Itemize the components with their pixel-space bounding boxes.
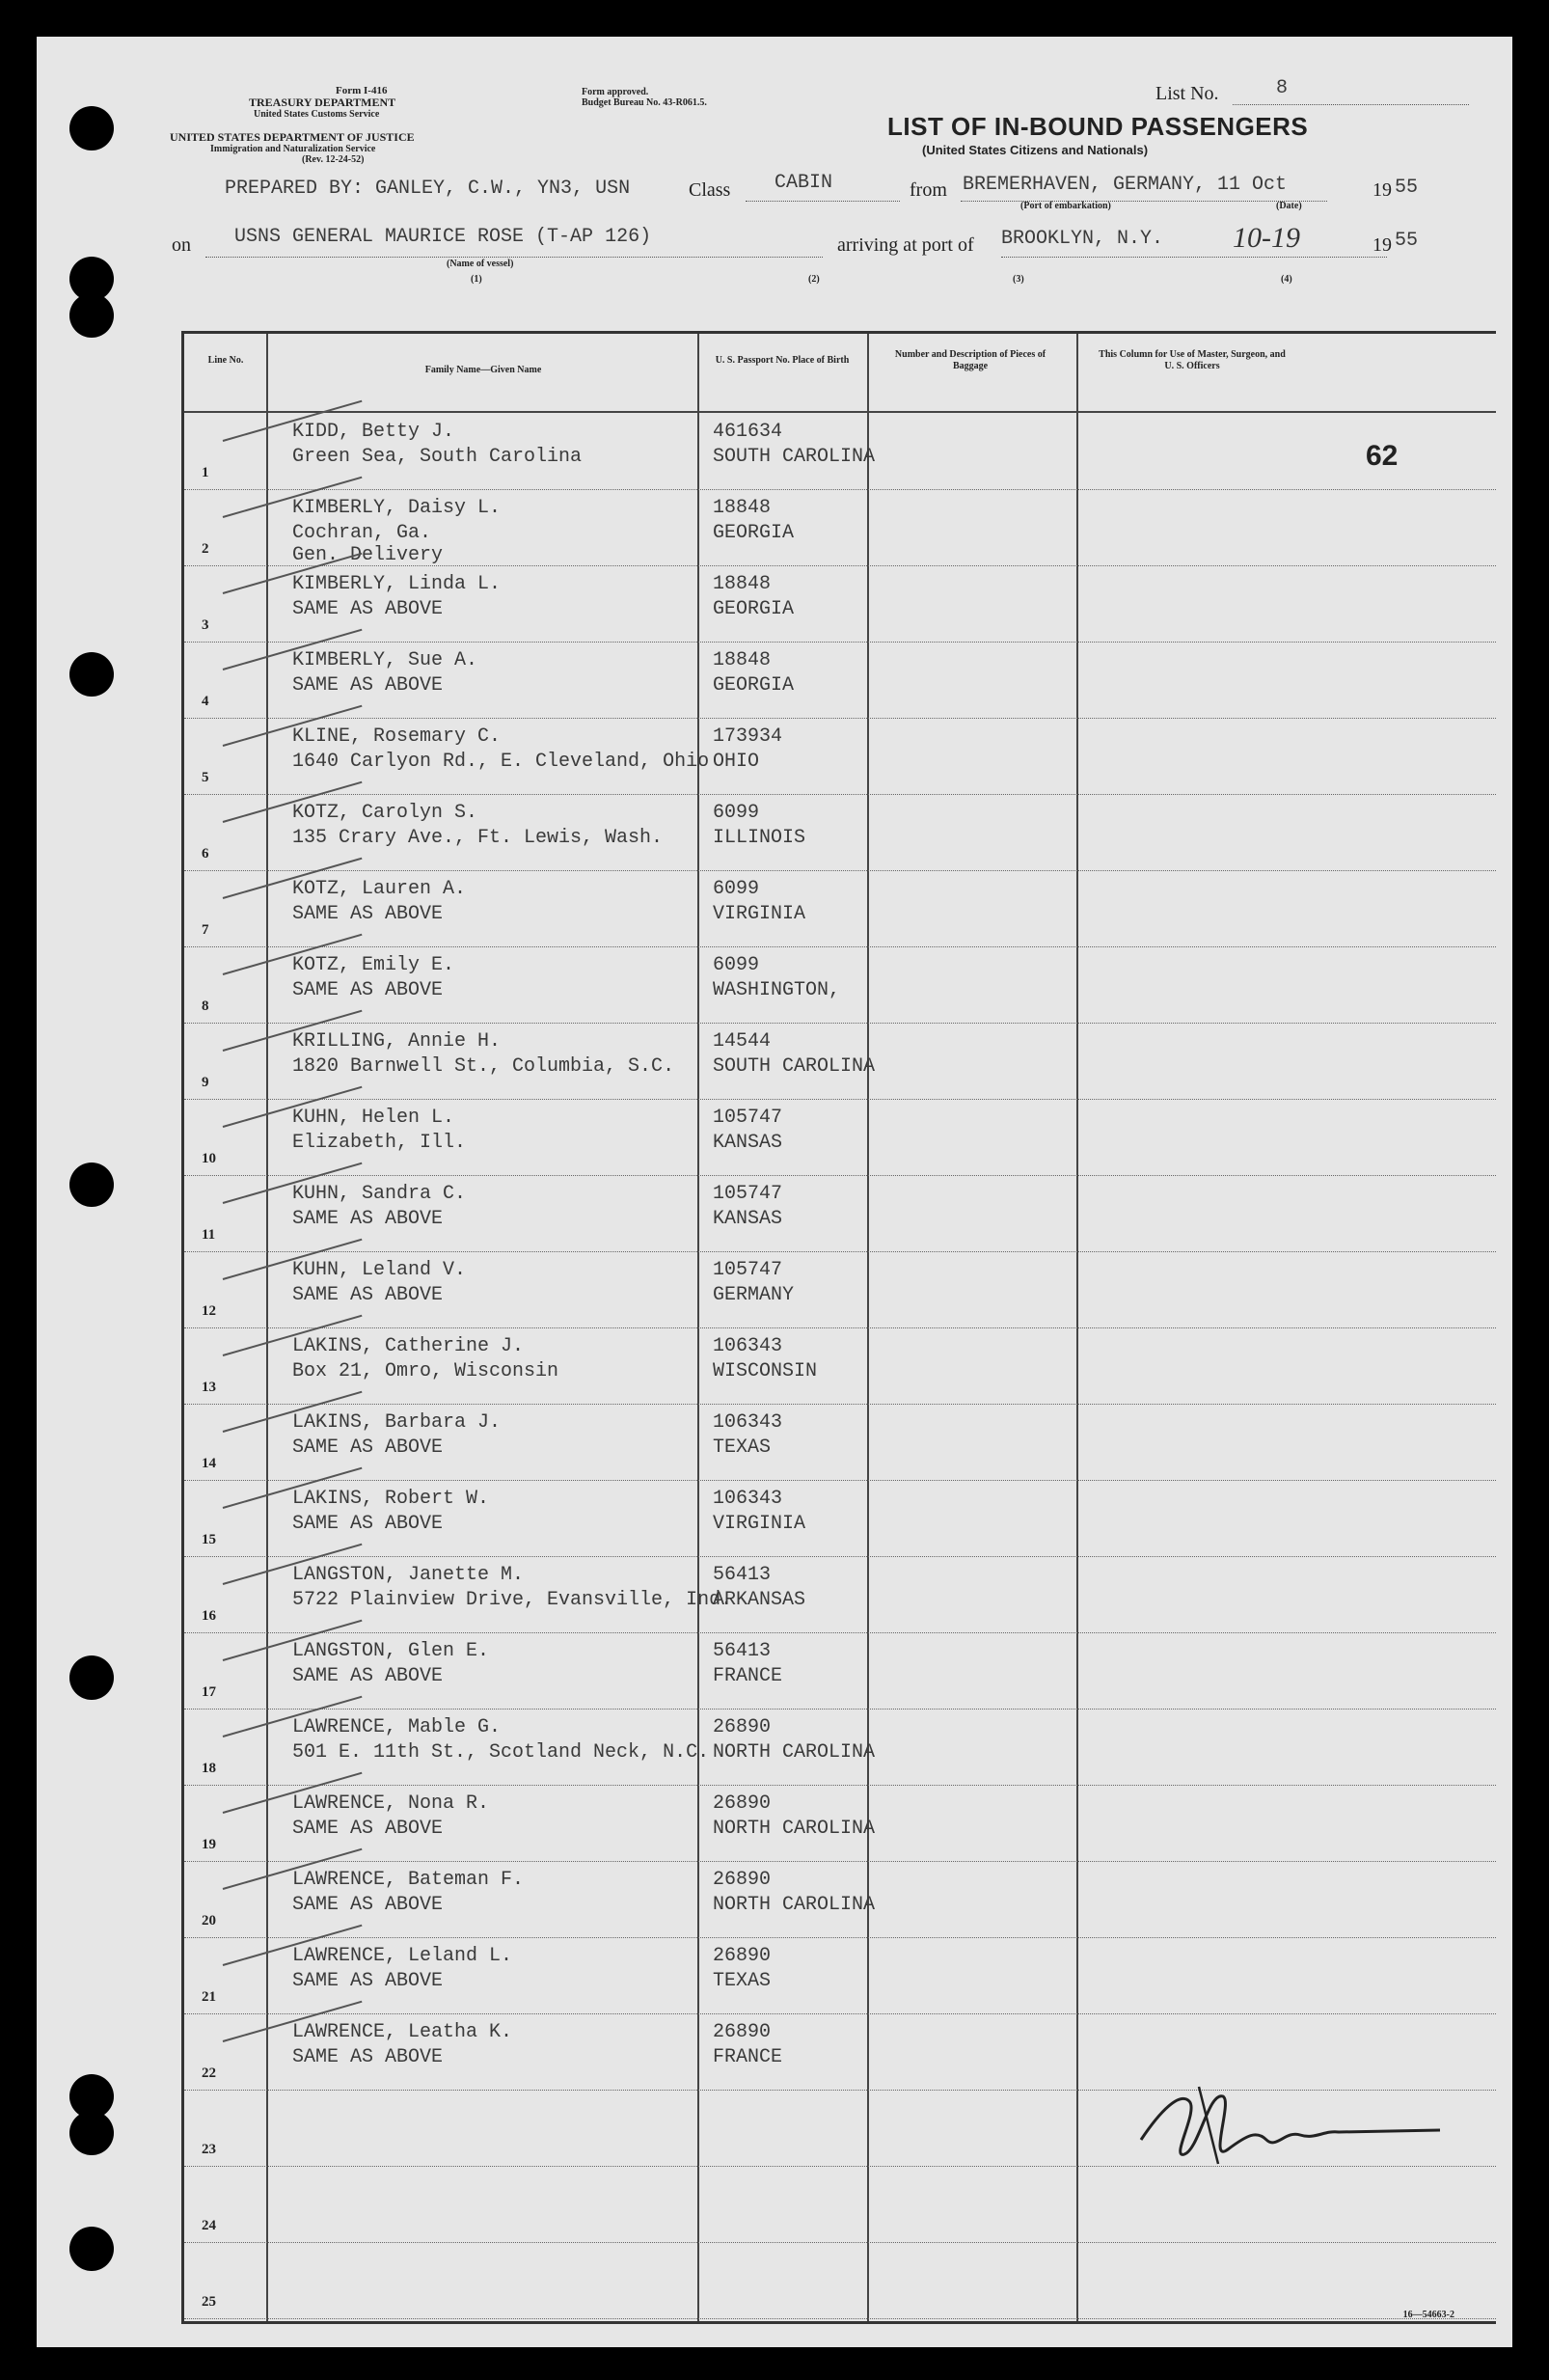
table-row	[184, 946, 1496, 1024]
line-number: 4	[202, 694, 209, 709]
date-caption-1: (Date)	[1276, 201, 1302, 211]
passenger-name: KRILLING, Annie H.	[292, 1030, 502, 1053]
prepared-by: PREPARED BY: GANLEY, C.W., YN3, USN	[225, 178, 631, 200]
passport-number: 106343	[713, 1335, 783, 1357]
table-row	[184, 1632, 1496, 1710]
passenger-name: LAWRENCE, Bateman F.	[292, 1869, 525, 1891]
passenger-name: LAWRENCE, Leland L.	[292, 1945, 513, 1967]
binder-hole	[69, 2227, 114, 2271]
line-number: 6	[202, 846, 209, 862]
passport-number: 106343	[713, 1411, 783, 1434]
passport-number: 105747	[713, 1107, 783, 1129]
passenger-address: 1640 Carlyon Rd., E. Cleveland, Ohio	[292, 751, 710, 773]
table-row	[184, 794, 1496, 871]
table-row	[184, 1327, 1496, 1405]
passport-number: 6099	[713, 954, 760, 976]
officer-signature	[1131, 2072, 1450, 2178]
passenger-address: Green Sea, South Carolina	[292, 446, 583, 468]
place-of-birth: TEXAS	[713, 1970, 772, 1992]
passport-number: 6099	[713, 878, 760, 900]
passenger-address: Box 21, Omro, Wisconsin	[292, 1360, 559, 1382]
place-of-birth: FRANCE	[713, 1665, 783, 1687]
year-prefix-2: 19	[1372, 234, 1392, 256]
passenger-name: LAWRENCE, Nona R.	[292, 1792, 490, 1815]
passport-number: 26890	[713, 1792, 772, 1815]
passenger-address: SAME AS ABOVE	[292, 674, 444, 697]
col-header-officers: This Column for Use of Master, Surgeon, and U. S. Officers	[1099, 349, 1286, 371]
table-row	[184, 489, 1496, 566]
passenger-name: LAKINS, Catherine J.	[292, 1335, 525, 1357]
list-no-label: List No.	[1155, 83, 1219, 104]
passenger-name: KUHN, Sandra C.	[292, 1183, 467, 1205]
passenger-address: Elizabeth, Ill.	[292, 1132, 467, 1154]
year-1: 55	[1395, 177, 1419, 199]
table-row	[184, 1099, 1496, 1176]
place-of-birth: WASHINGTON,	[713, 979, 841, 1001]
revision: (Rev. 12-24-52)	[302, 154, 365, 165]
class-value: CABIN	[774, 172, 833, 194]
place-of-birth: GEORGIA	[713, 598, 795, 620]
col-header-baggage: Number and Description of Pieces of Baggage	[894, 349, 1046, 371]
passenger-address: 1820 Barnwell St., Columbia, S.C.	[292, 1055, 675, 1078]
table-row	[184, 718, 1496, 795]
line-number: 24	[202, 2218, 216, 2233]
passenger-name: KIMBERLY, Linda L.	[292, 573, 502, 595]
passport-number: 6099	[713, 802, 760, 824]
place-of-birth: GEORGIA	[713, 674, 795, 697]
customs-service: United States Customs Service	[254, 109, 380, 120]
place-of-birth: OHIO	[713, 751, 760, 773]
year-prefix-1: 19	[1372, 179, 1392, 201]
table-row	[184, 1251, 1496, 1328]
list-no-value: 8	[1276, 77, 1289, 99]
line-number: 19	[202, 1837, 216, 1852]
year-2: 55	[1395, 230, 1419, 252]
passport-number: 105747	[713, 1259, 783, 1281]
table-row	[184, 2242, 1496, 2319]
arriving-label: arriving at port of	[837, 234, 974, 256]
passenger-address: SAME AS ABOVE	[292, 1818, 444, 1840]
passenger-name: KIMBERLY, Daisy L.	[292, 497, 502, 519]
passenger-address: Cochran, Ga.	[292, 522, 432, 544]
list-no-line	[1233, 104, 1469, 105]
place-of-birth: NORTH CAROLINA	[713, 1818, 876, 1840]
passport-number: 26890	[713, 1945, 772, 1967]
class-line	[746, 201, 900, 202]
from-label: from	[910, 179, 947, 201]
table-row	[184, 1480, 1496, 1557]
justice-dept: UNITED STATES DEPARTMENT OF JUSTICE	[170, 130, 415, 144]
passenger-address: SAME AS ABOVE	[292, 1284, 444, 1306]
table-row	[184, 413, 1496, 490]
line-number: 22	[202, 2065, 216, 2081]
caption-3: (3)	[1013, 274, 1024, 285]
passenger-name: KOTZ, Lauren A.	[292, 878, 467, 900]
table-row	[184, 1785, 1496, 1862]
line-number: 5	[202, 770, 209, 785]
line-number: 16	[202, 1608, 216, 1624]
passenger-address-2: Gen. Delivery	[292, 544, 444, 566]
from-line	[961, 201, 1327, 202]
budget-bureau: Budget Bureau No. 43-R061.5.	[582, 97, 707, 108]
place-of-birth: NORTH CAROLINA	[713, 1894, 876, 1916]
passport-number: 14544	[713, 1030, 772, 1053]
passenger-name: LANGSTON, Janette M.	[292, 1564, 525, 1586]
table-row	[184, 1404, 1496, 1481]
passenger-name: KIDD, Betty J.	[292, 421, 455, 443]
caption-1: (1)	[471, 274, 482, 285]
line-number: 21	[202, 1989, 216, 2005]
passenger-address: SAME AS ABOVE	[292, 903, 444, 925]
vessel-line	[205, 257, 823, 258]
passenger-name: KOTZ, Emily E.	[292, 954, 455, 976]
binder-hole	[69, 1163, 114, 1207]
col-header-passport: U. S. Passport No. Place of Birth	[715, 355, 850, 366]
line-number: 2	[202, 541, 209, 557]
table-row	[184, 1709, 1496, 1786]
place-of-birth: TEXAS	[713, 1436, 772, 1459]
passenger-address: 501 E. 11th St., Scotland Neck, N.C.	[292, 1741, 710, 1764]
passenger-address: SAME AS ABOVE	[292, 1970, 444, 1992]
binder-hole	[69, 293, 114, 338]
passenger-address: SAME AS ABOVE	[292, 1208, 444, 1230]
tally-count: 62	[1366, 440, 1399, 472]
port-line	[1001, 257, 1387, 258]
arrival-port: BROOKLYN, N.Y.	[1001, 228, 1164, 250]
passport-number: 18848	[713, 573, 772, 595]
line-number: 14	[202, 1456, 216, 1471]
place-of-birth: VIRGINIA	[713, 1513, 806, 1535]
passenger-name: LANGSTON, Glen E.	[292, 1640, 490, 1662]
binder-hole	[69, 1655, 114, 1700]
table-row	[184, 870, 1496, 947]
passenger-address: SAME AS ABOVE	[292, 1665, 444, 1687]
passport-number: 173934	[713, 725, 783, 748]
vessel-caption: (Name of vessel)	[447, 259, 514, 269]
table-row	[184, 1023, 1496, 1100]
line-number: 15	[202, 1532, 216, 1547]
passenger-name: LAKINS, Robert W.	[292, 1488, 490, 1510]
binder-hole	[69, 652, 114, 697]
page-subtitle: (United States Citizens and Nationals)	[922, 143, 1149, 157]
passport-number: 26890	[713, 1869, 772, 1891]
line-number: 17	[202, 1684, 216, 1700]
passport-number: 105747	[713, 1183, 783, 1205]
document-page	[37, 37, 1512, 2347]
passport-number: 106343	[713, 1488, 783, 1510]
place-of-birth: VIRGINIA	[713, 903, 806, 925]
arrival-date: 10-19	[1233, 222, 1300, 254]
line-number: 23	[202, 2142, 216, 2157]
treasury-dept: TREASURY DEPARTMENT	[249, 96, 396, 109]
col-header-name: Family Name—Given Name	[424, 365, 542, 375]
passenger-address: SAME AS ABOVE	[292, 1436, 444, 1459]
passport-number: 18848	[713, 497, 772, 519]
place-of-birth: KANSAS	[713, 1208, 783, 1230]
table-row	[184, 1861, 1496, 1938]
line-number: 12	[202, 1303, 216, 1319]
form-number: Form I-416	[336, 85, 388, 96]
place-of-birth: SOUTH CAROLINA	[713, 1055, 876, 1078]
place-of-birth: WISCONSIN	[713, 1360, 818, 1382]
caption-2: (2)	[808, 274, 820, 285]
port-embark-caption: (Port of embarkation)	[1020, 201, 1111, 211]
line-number: 20	[202, 1913, 216, 1929]
passenger-name: KUHN, Helen L.	[292, 1107, 455, 1129]
table-row	[184, 565, 1496, 643]
passenger-address: SAME AS ABOVE	[292, 1894, 444, 1916]
passport-number: 26890	[713, 2021, 772, 2043]
passenger-name: KIMBERLY, Sue A.	[292, 649, 478, 671]
caption-4: (4)	[1281, 274, 1292, 285]
passenger-name: LAWRENCE, Mable G.	[292, 1716, 502, 1738]
footer-form-number: 16—54663-2	[1402, 2310, 1454, 2320]
passenger-address: 5722 Plainview Drive, Evansville, Ind.	[292, 1589, 733, 1611]
place-of-birth: FRANCE	[713, 2046, 783, 2068]
line-number: 9	[202, 1075, 209, 1090]
col-header-line: Line No.	[207, 355, 244, 366]
table-row	[184, 1556, 1496, 1633]
page-title: LIST OF IN-BOUND PASSENGERS	[887, 112, 1309, 141]
binder-hole	[69, 2111, 114, 2155]
class-label: Class	[689, 179, 731, 201]
from-value: BREMERHAVEN, GERMANY, 11 Oct	[963, 174, 1288, 196]
passenger-name: LAKINS, Barbara J.	[292, 1411, 502, 1434]
passenger-name: KOTZ, Carolyn S.	[292, 802, 478, 824]
line-number: 25	[202, 2294, 216, 2310]
passenger-address: SAME AS ABOVE	[292, 1513, 444, 1535]
line-number: 8	[202, 999, 209, 1014]
binder-hole	[69, 106, 114, 150]
passport-number: 18848	[713, 649, 772, 671]
on-label: on	[172, 234, 191, 256]
passport-number: 56413	[713, 1564, 772, 1586]
passenger-name: KUHN, Leland V.	[292, 1259, 467, 1281]
line-number: 10	[202, 1151, 216, 1166]
place-of-birth: ARKANSAS	[713, 1589, 806, 1611]
line-number: 1	[202, 465, 209, 480]
passenger-name: KLINE, Rosemary C.	[292, 725, 502, 748]
place-of-birth: KANSAS	[713, 1132, 783, 1154]
passport-number: 56413	[713, 1640, 772, 1662]
vessel-name: USNS GENERAL MAURICE ROSE (T-AP 126)	[234, 226, 652, 248]
line-number: 11	[202, 1227, 216, 1243]
place-of-birth: NORTH CAROLINA	[713, 1741, 876, 1764]
passport-number: 461634	[713, 421, 783, 443]
passenger-address: SAME AS ABOVE	[292, 598, 444, 620]
line-number: 3	[202, 617, 209, 633]
passport-number: 26890	[713, 1716, 772, 1738]
passenger-table	[181, 331, 1496, 2324]
table-row	[184, 642, 1496, 719]
place-of-birth: ILLINOIS	[713, 827, 806, 849]
table-row	[184, 1937, 1496, 2014]
line-number: 7	[202, 922, 209, 938]
table-row	[184, 1175, 1496, 1252]
passenger-name: LAWRENCE, Leatha K.	[292, 2021, 513, 2043]
form-approved: Form approved.	[582, 87, 649, 97]
place-of-birth: GEORGIA	[713, 522, 795, 544]
line-number: 18	[202, 1761, 216, 1776]
place-of-birth: GERMANY	[713, 1284, 795, 1306]
line-number: 13	[202, 1380, 216, 1395]
passenger-address: SAME AS ABOVE	[292, 2046, 444, 2068]
ins-service: Immigration and Naturalization Service	[210, 144, 376, 154]
passenger-address: SAME AS ABOVE	[292, 979, 444, 1001]
place-of-birth: SOUTH CAROLINA	[713, 446, 876, 468]
passenger-address: 135 Crary Ave., Ft. Lewis, Wash.	[292, 827, 664, 849]
